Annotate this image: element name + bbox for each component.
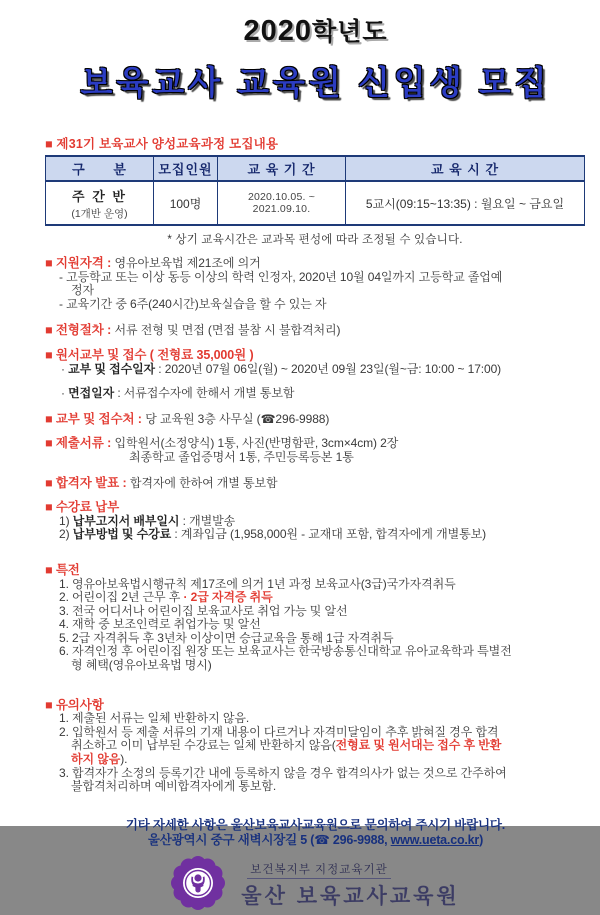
text-line: 형 혜택(영유아보육법 명시) bbox=[71, 658, 212, 673]
text-line: 1. 제출된 서류는 일체 반환하지 않음. bbox=[59, 711, 250, 726]
cell-class bbox=[46, 181, 154, 225]
section-제출서류 bbox=[45, 437, 586, 464]
section-유의사항 bbox=[45, 699, 586, 794]
text-line: 불합격처리하며 예비합격자에게 통보함. bbox=[71, 779, 277, 794]
footer-contact-line1: 기타 자세한 사항은 울산보육교사교육원으로 문의하여 주시기 바랍니다. bbox=[125, 817, 506, 832]
text-line: - 고등학교 또는 이상 동등 이상의 학력 인정자, 2020년 10월 04일까지 고등학교 졸업예 bbox=[59, 269, 503, 284]
class-name: 주 간 반 bbox=[72, 188, 127, 204]
cell-time: 5교시(09:15~13:35) : 월요일 ~ 금요일 bbox=[346, 181, 585, 225]
section-지원자격 bbox=[45, 257, 586, 311]
org-name: 울산 보육교사교육원 bbox=[241, 885, 460, 909]
section-원서교부-및-접수 bbox=[45, 349, 586, 401]
title-year-number: 2020 bbox=[243, 15, 313, 47]
text-line: 2) 납부방법 및 수강료 : 계좌입금 (1,958,000원 - 교재대 포함, 합격자에게 개별통보) bbox=[59, 527, 486, 542]
section-전형절차 bbox=[45, 324, 586, 338]
footer-address-close: ) bbox=[479, 832, 484, 847]
text-line: 3. 합격자가 소정의 등록기간 내에 등록하지 않을 경우 합격의사가 없는 것으로 간주하여 bbox=[59, 765, 507, 780]
text-line: · 면접일자 : 서류접수자에 한해서 개별 통보함 bbox=[61, 386, 295, 401]
text-line: 취소하고 이미 납부된 수강료는 일체 반환하지 않음(전형료 및 원서대는 접수 후 반환 bbox=[71, 738, 502, 753]
text-line: 정자 bbox=[71, 283, 94, 298]
col-header-category: 구 분 bbox=[46, 156, 154, 181]
cell-period: 2020.10.05. ~ 2021.09.10. bbox=[218, 181, 346, 225]
class-subnote: (1개반 운영) bbox=[71, 207, 128, 220]
col-header-capacity: 모집인원 bbox=[154, 156, 218, 181]
org-subtitle: 보건복지부 지정교육기관 bbox=[247, 861, 390, 879]
title-academic-year bbox=[45, 12, 586, 48]
section-교부-및-접수처 bbox=[45, 413, 586, 427]
table-row bbox=[46, 181, 585, 225]
text-line: ■ 원서교부 및 접수 ( 전형료 35,000원 ) bbox=[45, 347, 254, 362]
text-line: 1) 납부고지서 배부일시 : 개별발송 bbox=[59, 513, 236, 528]
title-year-suffix: 학년도 bbox=[312, 18, 388, 46]
text-line: ■ 특전 bbox=[45, 562, 80, 577]
section-수강료-납부 bbox=[45, 501, 586, 542]
text-line: 최종학교 졸업증명서 1통, 주민등록등본 1통 bbox=[129, 449, 354, 464]
text-line: ■ 지원자격 : 영유아보육법 제21조에 의거 bbox=[45, 256, 261, 270]
text-line: ■ 합격자 발표 : 합격자에 한하여 개별 통보함 bbox=[45, 475, 278, 490]
website-link[interactable]: www.ueta.co.kr bbox=[390, 832, 480, 847]
text-line: 2. 어린이집 2년 근무 후 · 2급 자격증 취득 bbox=[59, 590, 273, 605]
table-header-row bbox=[46, 156, 585, 181]
text-line: 2. 입학원서 등 제출 서류의 기재 내용이 다르거나 자격미달임이 추후 밝혀질 경우 합격 bbox=[59, 724, 499, 739]
text-line: ■ 수강료 납부 bbox=[45, 500, 120, 515]
text-line: ■ 교부 및 접수처 : 당 교육원 3층 사무실 (☎296-9988) bbox=[45, 411, 330, 426]
col-header-period: 교 육 기 간 bbox=[218, 156, 346, 181]
text-line: · 교부 및 접수일자 : 2020년 07월 06일(월) ~ 2020년 09월 23일(월~금: 10:00 ~ 17:00) bbox=[61, 361, 502, 376]
text-line: 4. 재학 중 보조인력로 취업가능 및 알선 bbox=[59, 617, 261, 632]
recruit-table bbox=[45, 155, 585, 226]
text-line: 하지 않음). bbox=[71, 752, 128, 767]
footer-address: 울산광역시 중구 새벽시장길 5 (☎ 296-9988, bbox=[147, 832, 391, 847]
text-line: - 교육기간 중 6주(240시간)보육실습을 할 수 있는 자 bbox=[59, 296, 327, 311]
table-note: * 상기 교육시간은 교과목 편성에 따라 조정될 수 있습니다. bbox=[167, 234, 463, 246]
footer-contact-line2 bbox=[45, 833, 586, 848]
section-특전 bbox=[45, 564, 586, 673]
sections bbox=[45, 257, 586, 794]
org-seal-icon bbox=[171, 856, 225, 915]
cell-capacity: 100명 bbox=[154, 181, 218, 225]
org-block bbox=[45, 856, 586, 915]
text-line: 6. 자격인정 후 어린이집 원장 또는 보육교사는 한국방송통신대학교 유아교육학과 특별전 bbox=[59, 644, 512, 659]
recruit-section-title: ■ 제31기 보육교사 양성교육과정 모집내용 bbox=[45, 137, 279, 151]
text-line: 3. 전국 어디서나 어린이집 보육교사로 취업 가능 및 알선 bbox=[59, 603, 348, 618]
recruit-info-block bbox=[45, 134, 586, 247]
col-header-time: 교 육 시 간 bbox=[346, 156, 585, 181]
page-title: 보육교사 교육원 신입생 모집 bbox=[80, 64, 551, 101]
org-text bbox=[241, 860, 459, 910]
text-line: ■ 유의사항 bbox=[45, 697, 104, 712]
footer-contact bbox=[45, 818, 586, 848]
text-line: 1. 영유아보육법시행규칙 제17조에 의거 1년 과정 보육교사(3급)국가자격취득 bbox=[59, 576, 456, 591]
text-line: ■ 전형절차 : 서류 전형 및 면접 (면접 불참 시 불합격처리) bbox=[45, 323, 341, 338]
section-합격자-발표 bbox=[45, 477, 586, 491]
text-line: 5. 2급 자격취득 후 3년차 이상이면 승급교육을 통해 1급 자격취득 bbox=[59, 630, 394, 645]
text-line: ■ 제출서류 : 입학원서(소정양식) 1통, 사진(반명함판, 3cm×4cm) 2장 bbox=[45, 436, 399, 451]
